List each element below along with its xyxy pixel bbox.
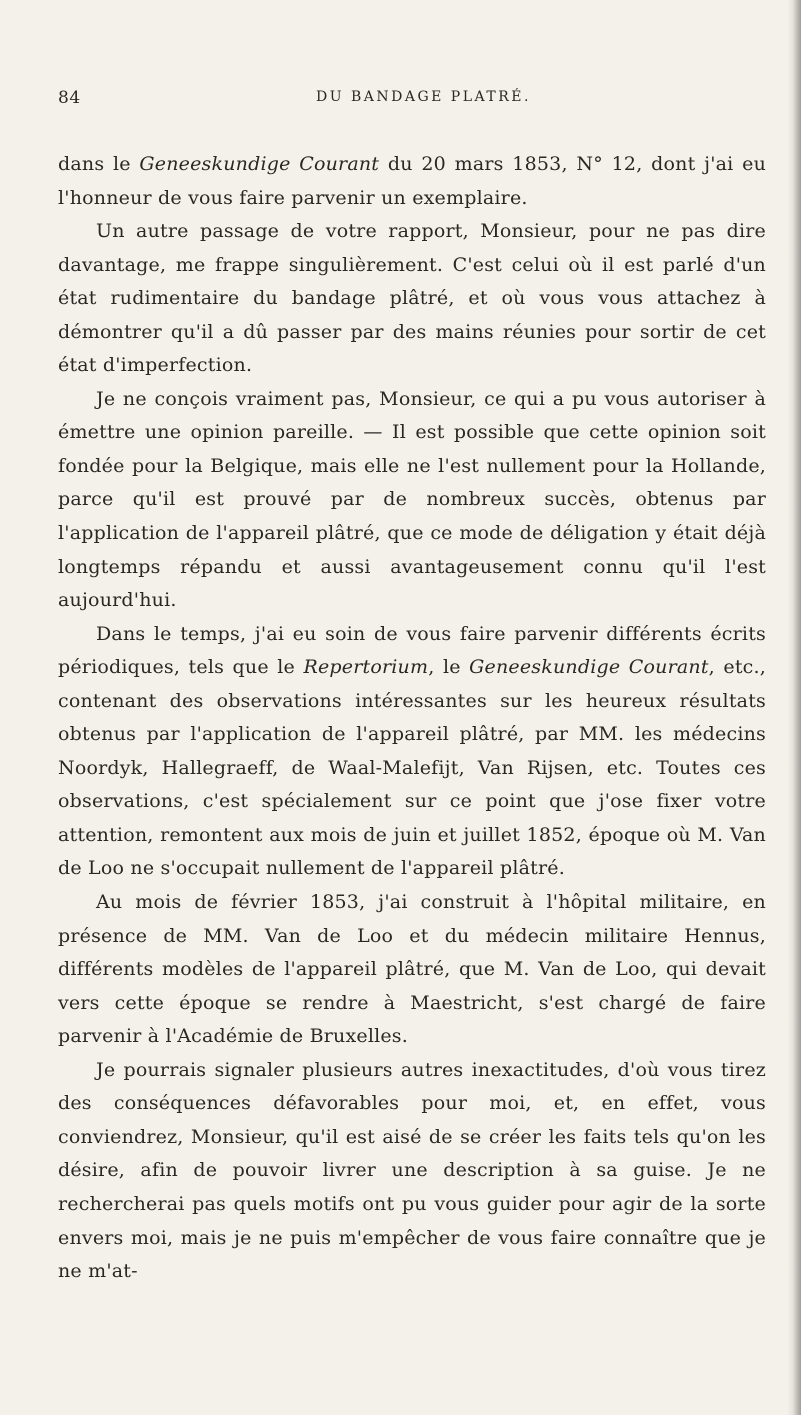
text-run: Un autre passage de votre rapport, Monsieur, pour ne pas dire davantage, me frappe singulièrement. C'est celui où il est parlé d'un état rudimentaire du bandage plâtré, et où vous vous attachez à démontrer qu'il a dû passer par des mains réunies pour sortir de cet état d'imperfection. xyxy=(58,220,766,377)
paragraph xyxy=(58,383,766,618)
text-run: Je pourrais signaler plusieurs autres inexactitudes, d'où vous tirez des conséquences défavorables pour moi, et, en effet, vous conviendrez, Monsieur, qu'il est aisé de se créer les faits tels qu'on les désire, afin de pouvoir livrer une description à sa guise. Je ne rechercherai pas quels motifs ont pu vous guider pour agir de la sorte envers moi, mais je ne puis m'empêcher de vous faire connaître que je ne m'at- xyxy=(58,1058,766,1283)
text-run: , le xyxy=(428,656,470,679)
page-header xyxy=(58,88,748,118)
text-run: Je ne conçois vraiment pas, Monsieur, ce qui a pu vous autoriser à émettre une opinion pareille. — Il est possible que cette opinion soit fondée pour la Belgique, mais elle ne l'est nullement pour la Hollande, parce qu'il est prouvé par de nombreux succès, obtenus par l'application de l'appareil plâtré, que ce mode de déligation y était déjà longtemps répandu et aussi avantageusement connu qu'il l'est aujourd'hui. xyxy=(58,387,766,612)
paragraph xyxy=(58,148,766,215)
italic-title: Geneeskundige Courant xyxy=(469,656,709,679)
body-text xyxy=(58,148,766,1289)
page-edge-shadow xyxy=(787,0,801,1415)
paragraph xyxy=(58,886,766,1054)
text-run: du 20 mars 1853, N° 12, dont j'ai eu l'honneur de vous faire parvenir un exemplaire. xyxy=(58,153,767,209)
italic-title: Geneeskundige Courant xyxy=(139,153,380,175)
running-head: DU BANDAGE PLATRÉ. xyxy=(316,89,531,105)
paragraph xyxy=(58,215,766,383)
page-number: 84 xyxy=(58,88,81,108)
text-run: dans le xyxy=(58,153,140,175)
text-run: Dans le temps, j'ai eu soin de vous faire parvenir différents écrits périodiques, tels que le xyxy=(58,622,766,679)
italic-title: Repertorium xyxy=(303,656,429,679)
text-run: Au mois de février 1853, j'ai construit à l'hôpital militaire, en présence de MM. Van de Loo et du médecin militaire Hennus, différents modèles de l'appareil plâtré, que M. Van de Loo, qui devait vers cette époque se rendre à Maestricht, s'est chargé de faire parvenir à l'Académie de Bruxelles. xyxy=(58,891,766,1048)
paragraph xyxy=(58,1054,766,1289)
paragraph xyxy=(58,618,766,886)
text-run: , etc., contenant des observations intéressantes sur les heureux résultats obtenus par l'application de l'appareil plâtré, par MM. les médecins Noordyk, Hallegraeff, de Waal-Malefijt, Van Rijsen, etc. Toutes ces observations, c'est spécialement sur ce point que j'ose fixer votre attention, remontent aux mois de juin et juillet 1852, époque où M. Van de Loo ne s'occupait nullement de l'appareil plâtré. xyxy=(58,656,766,880)
